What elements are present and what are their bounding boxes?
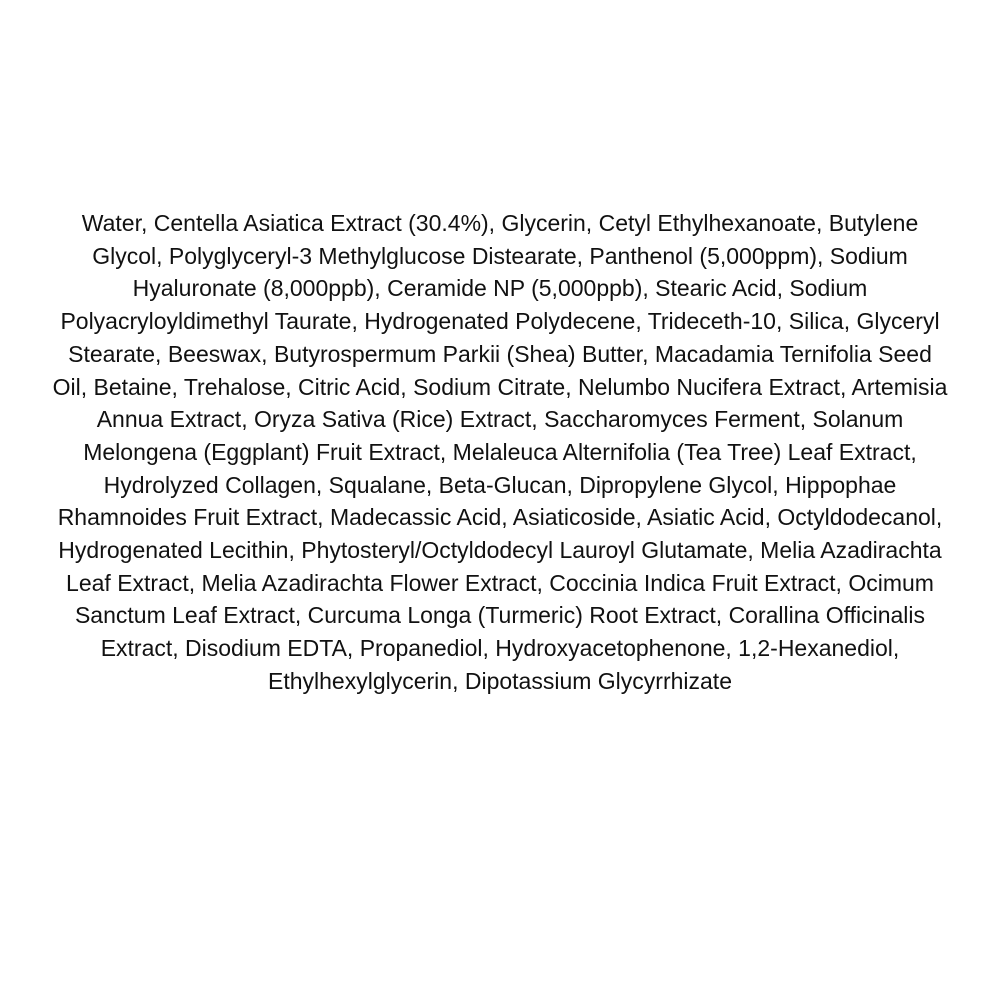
ingredients-text: Water, Centella Asiatica Extract (30.4%), Glycerin, Cetyl Ethylhexanoate, Butylene Glycol, Polyglyceryl-3 Methylglucose Distearate, Panthenol (5,000ppm), Sodium Hyaluronate (8,000ppb), Ceramide NP (5,000ppb), Stearic Acid, Sodium Polyacryloyldimethyl Taurate, Hydrogenated Polydecene, Trideceth-10, Silica, Glyceryl Stearate, Beeswax, Butyrospermum Parkii (Shea) Butter, Macadamia Ternifolia Seed Oil, Betaine, Trehalose, Citric Acid, Sodium Citrate, Nelumbo Nucifera Extract, Artemisia Annua Extract, Oryza Sativa (Rice) Extract, Saccharomyces Ferment, Solanum Melongena (Eggplant) Fruit Extract, Melaleuca Alternifolia (Tea Tree) Leaf Extract, Hydrolyzed Collagen, Squalane, Beta-Glucan, Dipropylene Glycol, Hippophae Rhamnoides Fruit Extract, Madecassic Acid, Asiaticoside, Asiatic Acid, Octyldodecanol, Hydrogenated Lecithin, Phytosteryl/Octyldodecyl Lauroyl Glutamate, Melia Azadirachta Leaf Extract, Melia Azadirachta Flower Extract, Coccinia Indica Fruit Extract, Ocimum Sanctum Leaf Extract, Curcuma Longa (Turmeric) Root Extract, Corallina Officinalis Extract, Disodium EDTA, Propanediol, Hydroxyacetophenone, 1,2-Hexanediol, Ethylhexylglycerin, Dipotassium Glycyrrhizate (52, 210, 948, 694)
